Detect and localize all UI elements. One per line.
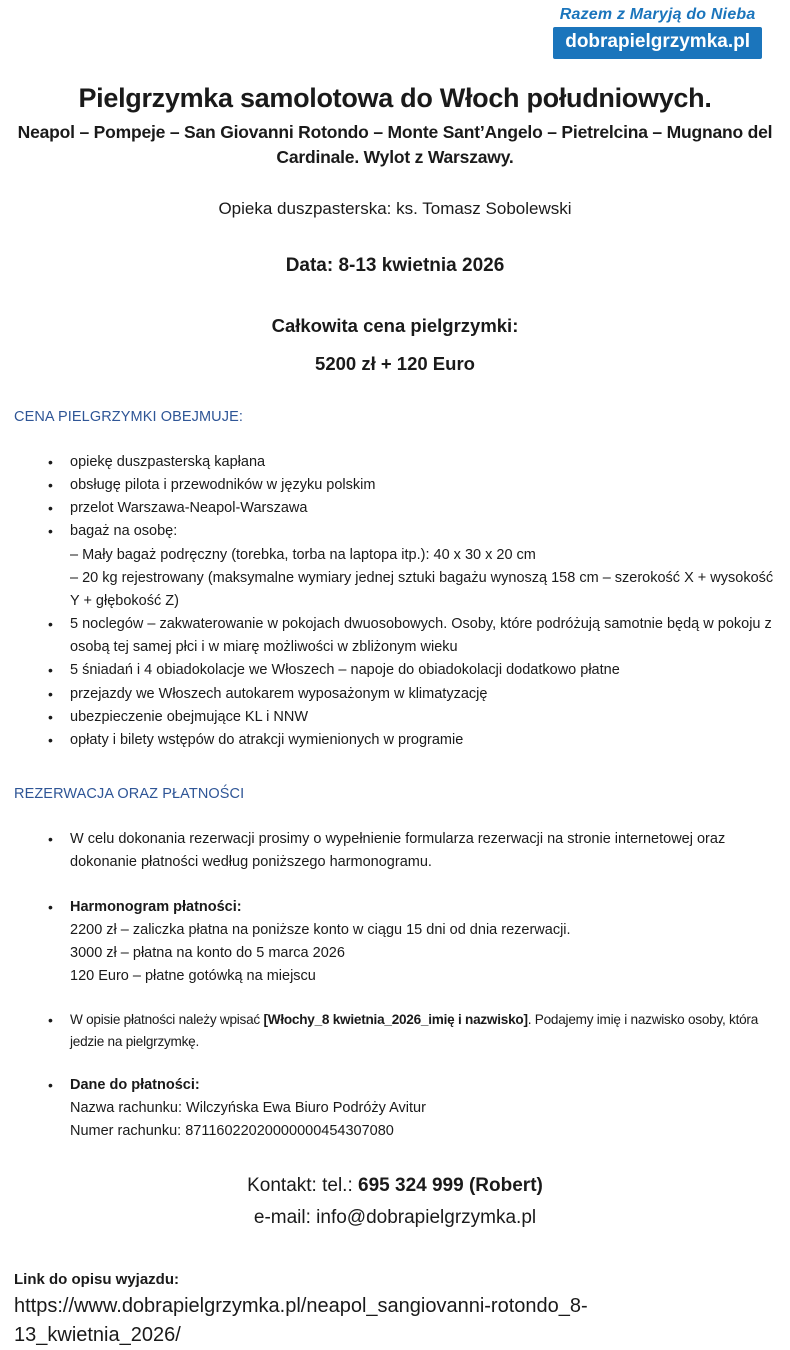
list-item [48,659,776,682]
payment-note-suffix: . Podajemy imię i nazwisko osoby, która jedzie na pielgrzymkę. [70,1012,759,1050]
list-item-text: obsługę pilota i przewodników w języku polskim [70,476,376,493]
contact-phone-number: 695 324 999 (Robert) [358,1175,543,1197]
list-item [48,1009,776,1053]
logo-tagline: Razem z Maryją do Nieba [559,6,756,23]
contact-phone-line [14,1175,776,1197]
list-item [48,497,776,520]
total-price-label: Całkowita cena pielgrzymki: [271,314,519,336]
reservation-list [14,828,776,1143]
trip-link-label: Link do opisu wyjazdu: [14,1271,179,1289]
reservation-section-heading: REZERWACJA ORAZ PŁATNOŚCI [14,786,245,803]
baggage-subline: – 20 kg rejestrowany (maksymalne wymiary jednej sztuki bagażu wynoszą 158 cm – szerokość X + wysokość Y + głębokość Z) [70,569,774,609]
account-name-line: Nazwa rachunku: Wilczyńska Ewa Biuro Podróży Avitur [70,1100,426,1116]
list-item [48,896,776,989]
list-item-text: 5 noclegów – zakwaterowanie w pokojach dwuosobowych. Osoby, które podróżują samotnie będą w pokoju z osobą tej samej płci i w miarę możliwości w zbliżonym wieku [70,616,772,656]
list-item [48,613,776,659]
account-number-line: Numer rachunku: 87116022020000000454307080 [70,1123,394,1140]
list-item-text: 5 śniadań i 4 obiadokolacje we Włoszech – napoje do obiadokolacji dodatkowo płatne [70,662,620,679]
total-price-value: 5200 zł + 120 Euro [315,352,475,374]
payment-schedule-line: 120 Euro – płatne gotówką na miejscu [70,968,316,985]
list-item [48,706,776,729]
trip-link-url[interactable]: https://www.dobrapielgrzymka.pl/neapol_sangiovanni-rotondo_8-13_kwietnia_2026/ [14,1295,588,1347]
payment-note-reference: [Włochy_8 kwietnia_2026_imię i nazwisko] [263,1012,528,1028]
contact-phone-prefix: Kontakt: tel.: [247,1175,359,1197]
list-item-text: przelot Warszawa-Neapol-Warszawa [70,500,308,517]
baggage-subline: – Mały bagaż podręczny (torebka, torba na laptopa itp.): 40 x 30 x 20 cm [70,546,536,563]
includes-section-heading: CENA PIELGRZYMKI OBEJMUJE: [14,408,244,425]
list-item [48,828,776,874]
list-item [48,451,776,474]
includes-list [14,451,776,752]
list-item [48,683,776,706]
logo-site-badge: dobrapielgrzymka.pl [553,27,762,59]
list-item [48,729,776,752]
trip-date-line: Data: 8-13 kwietnia 2026 [285,254,505,276]
payment-data-title: Dane do płatności: [70,1076,200,1093]
page-title: Pielgrzymka samolotowa do Włoch południowych. [78,83,712,113]
route-subtitle: Neapol – Pompeje – San Giovanni Rotondo – Monte Sant’Angelo – Pietrelcina – Mugnano del Cardinale. Wylot z Warszawy. [17,122,773,168]
logo [553,6,762,59]
reservation-intro-text: W celu dokonania rezerwacji prosimy o wypełnienie formularza rezerwacji na stronie internetowej oraz dokonanie płatności według poniższego harmonogramu. [70,831,726,871]
payment-schedule-line: 3000 zł – płatna na konto do 5 marca 2026 [70,944,345,961]
list-item [48,474,776,497]
list-item-text: przejazdy we Włoszech autokarem wyposażonym w klimatyzację [70,685,488,702]
document-page [0,6,790,1347]
list-item [48,520,776,613]
payment-schedule-line: 2200 zł – zaliczka płatna na poniższe konto w ciągu 15 dni od dnia rezerwacji. [70,921,571,938]
contact-email-line: e-mail: info@dobrapielgrzymka.pl [253,1207,537,1229]
pastoral-care-line: Opieka duszpasterska: ks. Tomasz Sobolewski [218,198,572,218]
list-item-text: ubezpieczenie obejmujące KL i NNW [70,708,309,725]
payment-note-prefix: W opisie płatności należy wpisać [70,1012,264,1028]
list-item-text: bagaż na osobę: [70,523,178,540]
list-item-text: opiekę duszpasterską kapłana [70,453,266,470]
payment-schedule-title: Harmonogram płatności: [70,898,242,915]
list-item [48,1074,776,1144]
list-item-text: opłaty i bilety wstępów do atrakcji wymienionych w programie [70,732,464,748]
